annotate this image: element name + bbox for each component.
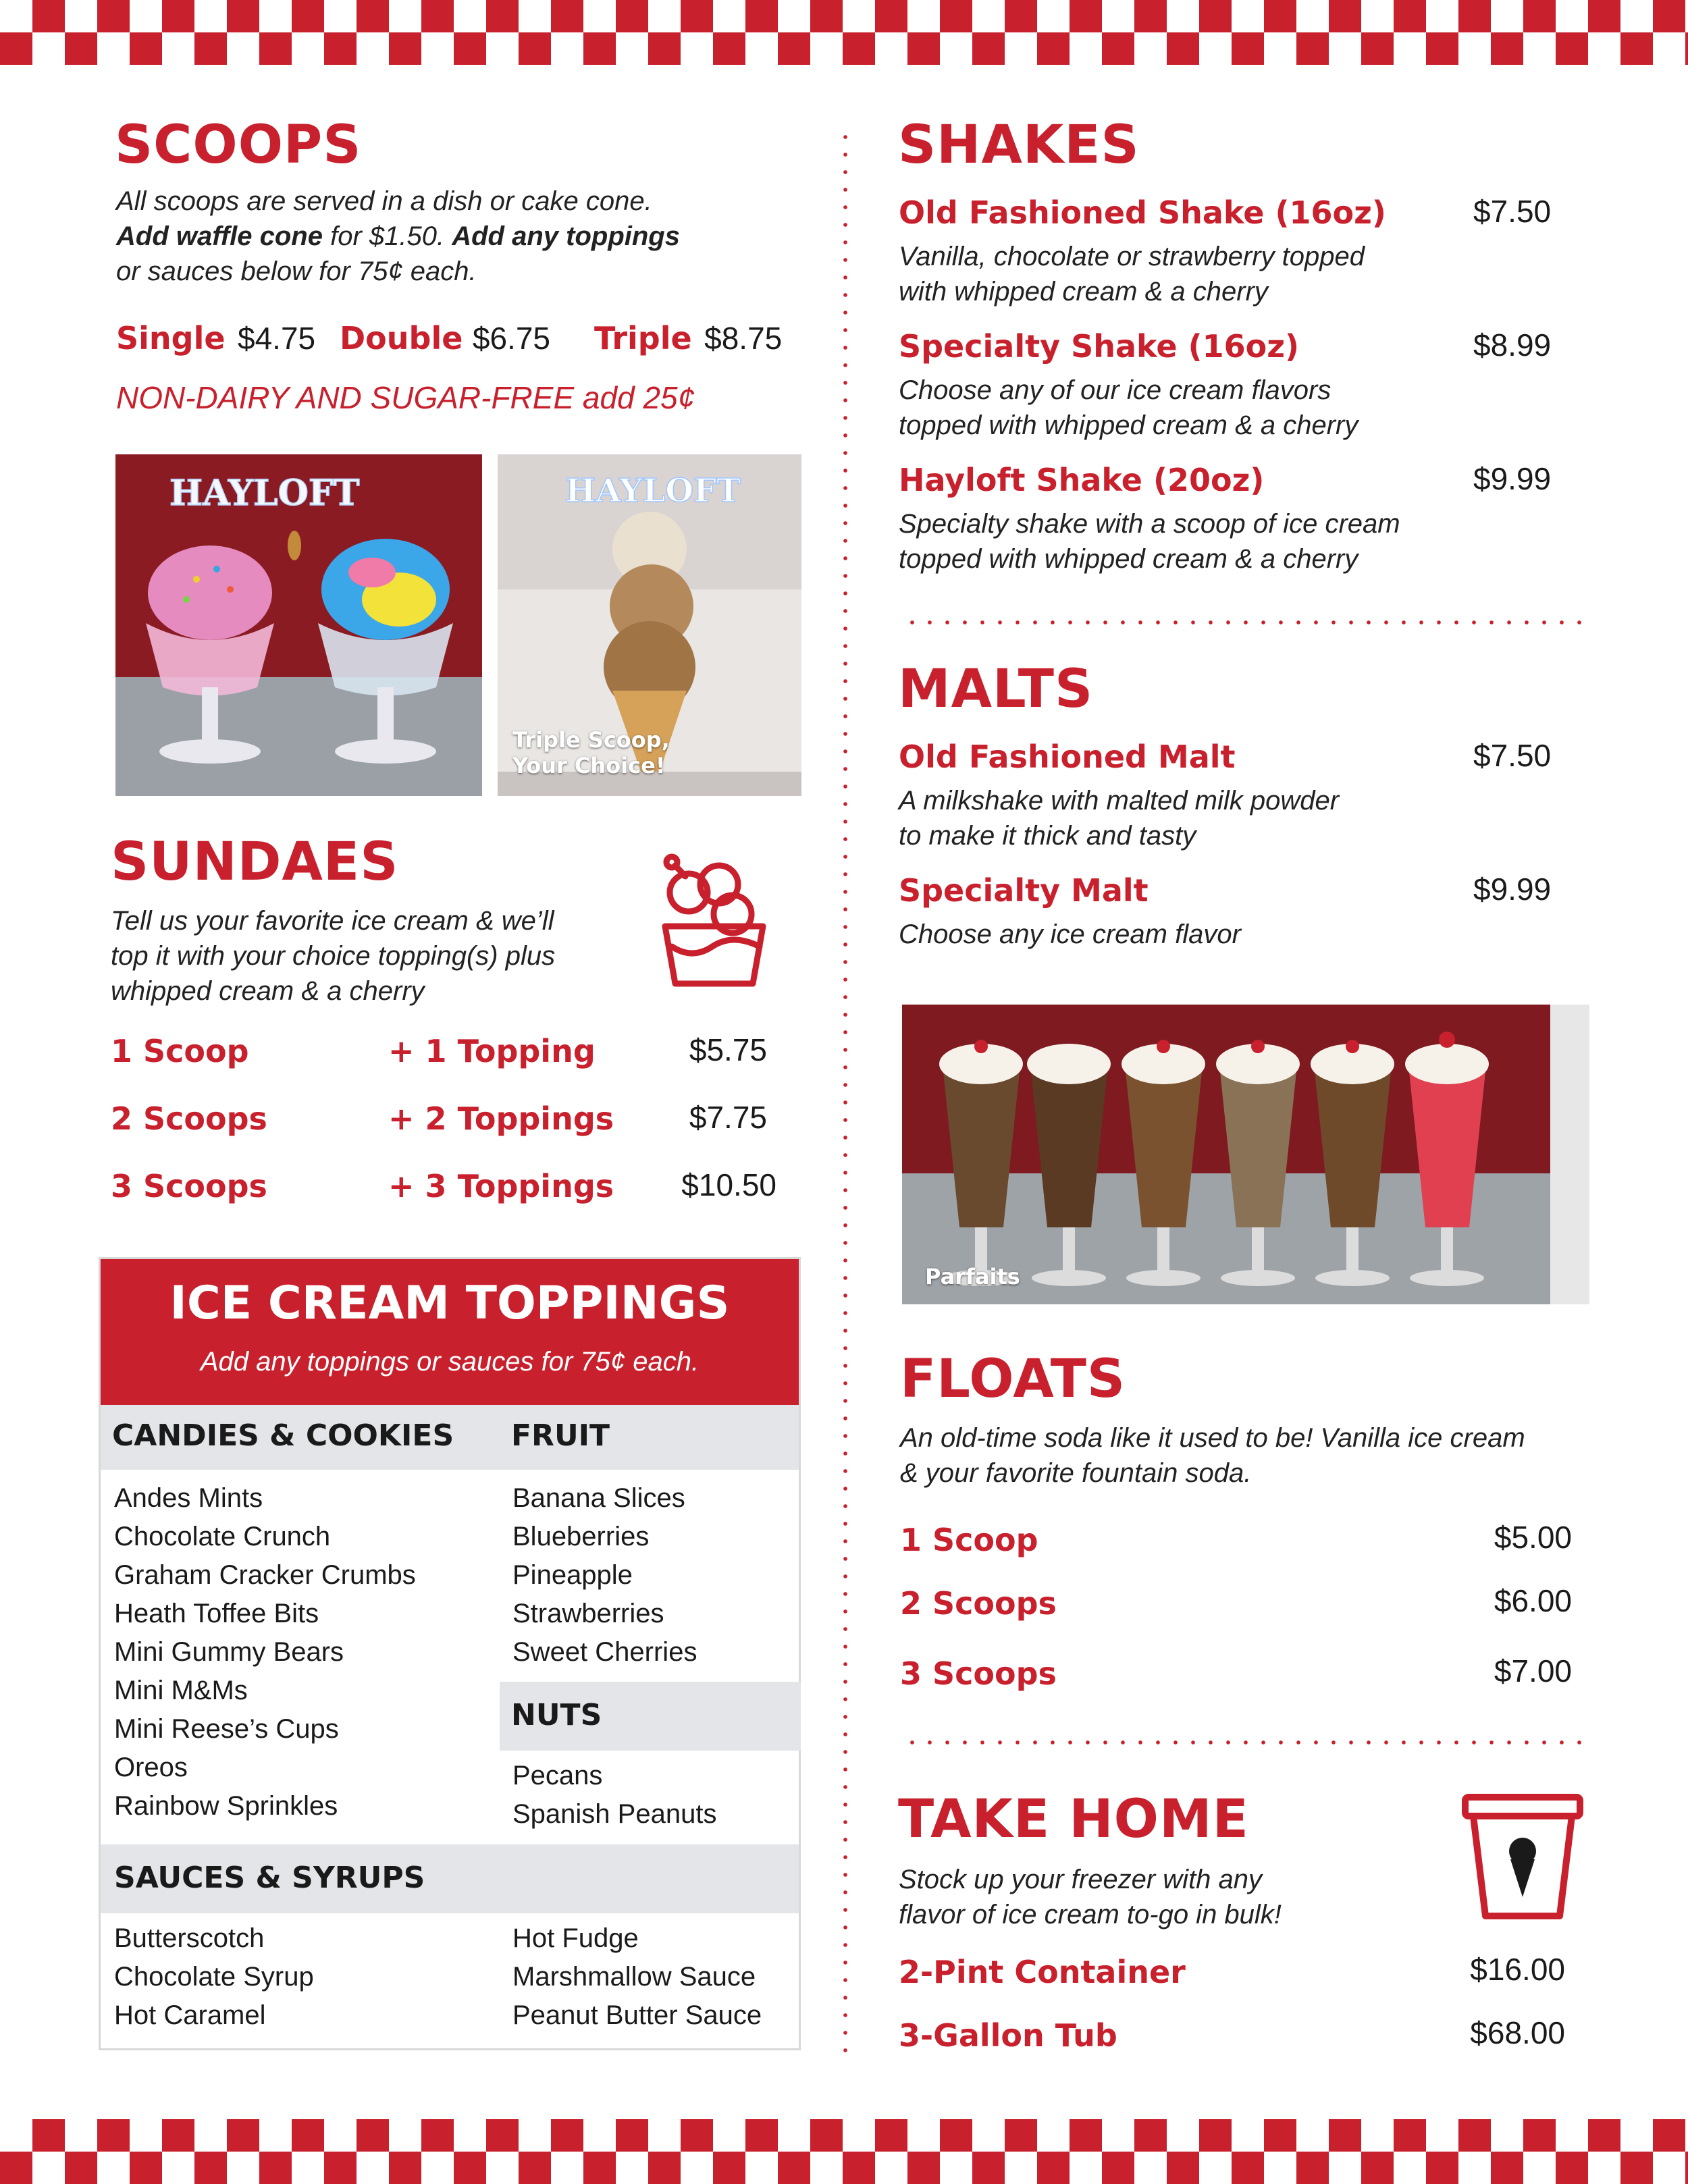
take-home-row-1-name: 2-Pint Container [899,1954,1186,1990]
scoops-title: SCOOPS [115,115,362,176]
shake-2-desc: Choose any of our ice cream flavors topped with whipped cream & a cherry [899,375,1359,440]
sundae-row-2-scoops: 2 Scoops [111,1100,267,1137]
parfaits-photo [902,1005,1589,1304]
sauces-header [101,1844,799,1913]
shakes-title: SHAKES [898,115,1140,176]
list-item: Spanish Peanuts [512,1799,717,1829]
list-item: Marshmallow Sauce [512,1962,756,1992]
floats-title: FLOATS [900,1349,1126,1410]
sundae-row-2-toppings: + 2 Toppings [388,1100,614,1137]
list-item: Heath Toffee Bits [114,1599,319,1628]
list-item: Chocolate Crunch [114,1522,331,1551]
candies-fruit-header [101,1405,799,1470]
malt-2-name: Specialty Malt [899,872,1149,909]
sundae-row-3-toppings: + 3 Toppings [388,1168,614,1204]
malts-title: MALTS [898,659,1094,720]
sauces-list-right [512,1919,762,2035]
malt-1-price: $7.50 [1473,738,1552,773]
toppings-subtitle: Add any toppings or sauces for 75¢ each. [200,1347,700,1377]
list-item: Hot Fudge [512,1923,639,1953]
list-item: Andes Mints [114,1483,263,1513]
sundae-row-1-scoops: 1 Scoop [111,1033,249,1069]
fruit-list [512,1479,697,1672]
sundaes-description: Tell us your favorite ice cream & we’ll top it with your choice topping(s) plus whipped cream & a cherry [111,906,556,1006]
shake-3-desc: Specialty shake with a scoop of ice cream topped with whipped cream & a cherry [899,509,1400,574]
list-item: Butterscotch [114,1923,265,1953]
triple-scoop-caption: Triple Scoop, Your Choice! [512,727,670,778]
list-item: Graham Cracker Crumbs [114,1560,416,1590]
float-row-3-name: 3 Scoops [900,1655,1057,1692]
scoop-size-double: Double $6.75 [340,320,551,356]
shake-1-price: $7.50 [1473,194,1552,229]
list-item: Pecans [512,1761,603,1790]
sauces-list-left [114,1919,314,2035]
list-item: Strawberries [512,1599,664,1628]
list-item: Pineapple [512,1560,633,1590]
sundae-row-3-price: $10.50 [681,1167,776,1202]
scoops-dish-illustration [115,454,482,796]
candies-title: CANDIES & COOKIES [112,1418,454,1453]
float-row-2-price: $6.00 [1494,1583,1572,1618]
list-item: Peanut Butter Sauce [512,2000,762,2030]
sauces-title: SAUCES & SYRUPS [114,1861,425,1895]
list-item: Chocolate Syrup [114,1962,314,1992]
scoops-dish-photo [115,454,482,796]
sundae-row-3-scoops: 3 Scoops [111,1168,267,1204]
shake-3-name: Hayloft Shake (20oz) [899,462,1265,498]
sundae-row-1-toppings: + 1 Topping [388,1033,596,1069]
shake-3-price: $9.99 [1473,461,1552,496]
list-item: Oreos [114,1753,188,1782]
scoops-description: All scoops are served in a dish or cake cone. Add waffle cone for $1.50. Add any toppings or sauces below for 75¢ each. [116,186,680,286]
shake-1-desc: Vanilla, chocolate or strawberry topped with whipped cream & a cherry [899,242,1365,307]
float-row-1-price: $5.00 [1494,1520,1572,1555]
svg-text:HAYLOFT: HAYLOFT [565,472,741,510]
take-home-row-2-name: 3-Gallon Tub [899,2017,1117,2054]
list-item: Blueberries [512,1522,650,1551]
floats-description: An old-time soda like it used to be! Vanilla ice cream & your favorite fountain soda. [900,1423,1525,1488]
parfaits-illustration [902,1005,1589,1304]
shake-2-price: $8.99 [1473,327,1552,363]
take-home-row-1-price: $16.00 [1470,1952,1565,1987]
take-home-description: Stock up your freezer with any flavor of ice cream to-go in bulk! [899,1865,1282,1929]
checker-border-top [0,0,1688,65]
malt-2-price: $9.99 [1473,872,1552,907]
triple-scoop-photo [498,454,801,796]
nuts-list [512,1757,716,1834]
malt-2-desc: Choose any ice cream flavor [899,920,1241,949]
shake-1-name: Old Fashioned Shake (16oz) [899,194,1386,231]
toppings-title: ICE CREAM TOPPINGS [169,1277,730,1330]
checker-border-bottom [0,2119,1688,2184]
shake-2-name: Specialty Shake (16oz) [899,328,1300,365]
nuts-header [500,1682,801,1751]
list-item: Banana Slices [512,1483,685,1513]
list-item: Mini M&Ms [114,1676,248,1705]
take-home-title: TAKE HOME [898,1789,1249,1850]
list-item: Sweet Cherries [512,1637,697,1667]
list-item: Mini Gummy Bears [114,1637,344,1667]
malt-1-name: Old Fashioned Malt [899,739,1236,775]
list-item: Mini Reese’s Cups [114,1714,339,1744]
toppings-header [101,1259,799,1405]
nuts-title: NUTS [511,1698,602,1732]
sundae-row-2-price: $7.75 [689,1100,767,1135]
scoop-size-triple: Triple $8.75 [594,320,783,356]
shakes-malts-divider [903,620,1592,624]
float-row-1-name: 1 Scoop [900,1522,1038,1558]
svg-text:HAYLOFT: HAYLOFT [169,473,360,514]
floats-takehome-divider [903,1740,1592,1744]
list-item: Hot Caramel [114,2000,266,2030]
sundaes-title: SUNDAES [111,832,399,893]
scoop-size-single: Single $4.75 [116,320,316,356]
candies-list [114,1479,416,1826]
column-divider [843,128,847,2059]
toppings-panel [99,1257,801,2050]
sundae-icon [652,852,776,1001]
non-dairy-note: NON-DAIRY AND SUGAR-FREE add 25¢ [116,380,695,415]
fruit-title: FRUIT [511,1418,610,1453]
sundae-row-1-price: $5.75 [689,1032,767,1067]
ice-cream-tub-icon [1458,1789,1587,1924]
take-home-row-2-price: $68.00 [1470,2015,1565,2050]
parfaits-caption: Parfaits [925,1264,1020,1289]
malt-1-desc: A milkshake with malted milk powder to make it thick and tasty [899,786,1340,851]
list-item: Rainbow Sprinkles [114,1791,338,1821]
float-row-2-name: 2 Scoops [900,1585,1057,1622]
float-row-3-price: $7.00 [1494,1653,1572,1688]
